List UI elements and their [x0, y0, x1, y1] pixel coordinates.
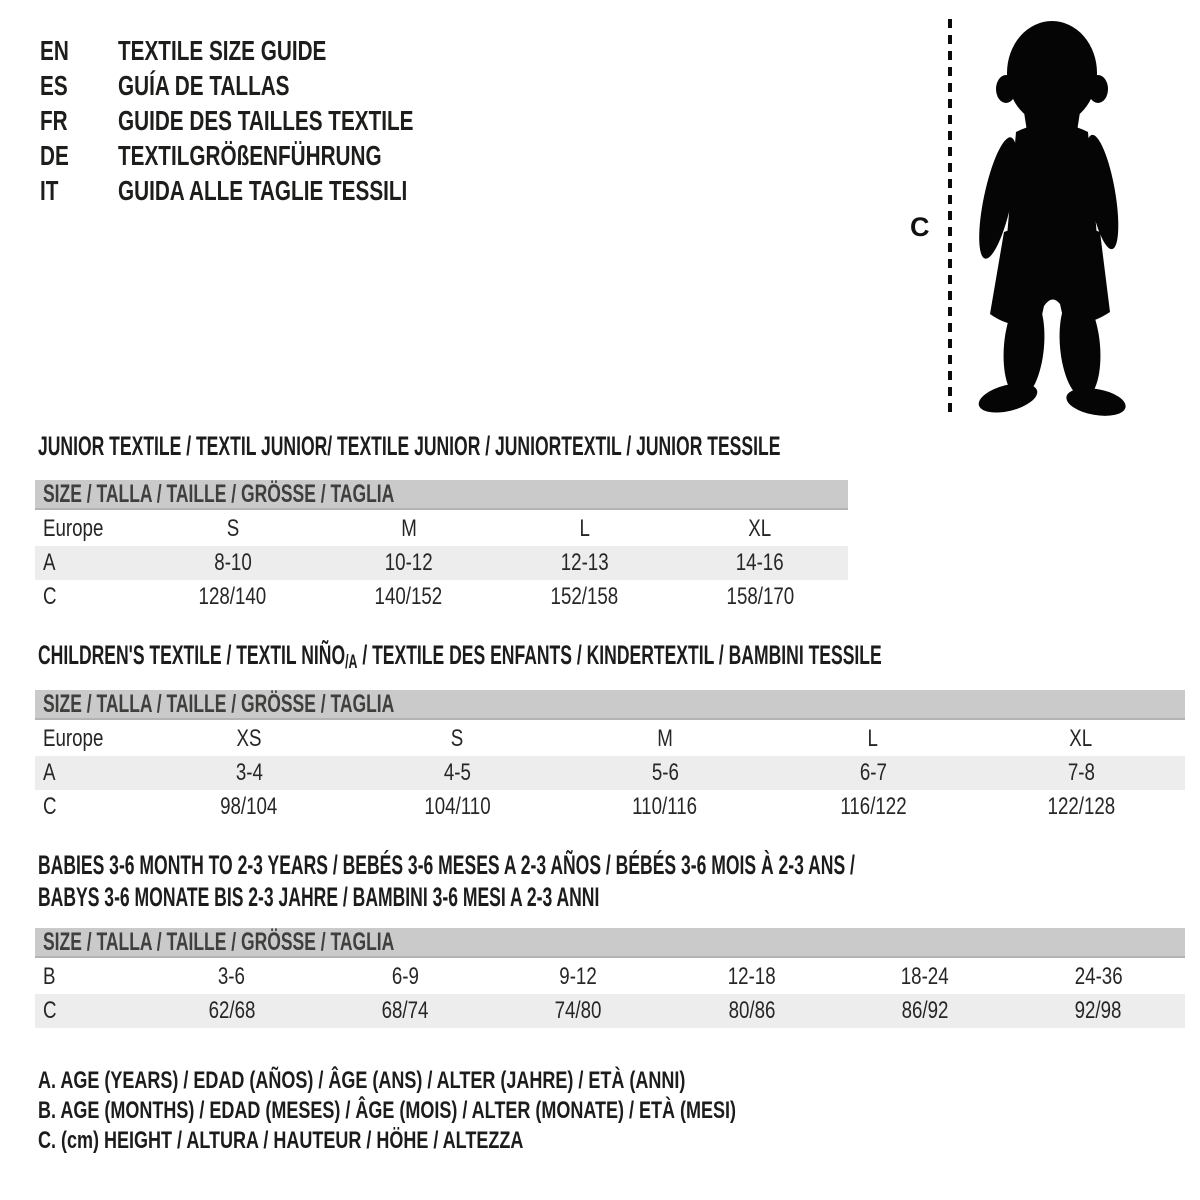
legend-line-c: C. (cm) HEIGHT / ALTURA / HAUTEUR / HÖHE / ALTEZZA	[38, 1127, 524, 1154]
language-title: TEXTILE SIZE GUIDE	[118, 34, 327, 66]
size-cell: M	[400, 515, 417, 542]
row-label: C	[43, 793, 57, 820]
table-row-age-years	[35, 756, 1185, 790]
language-title: TEXTILGRÖßENFÜHRUNG	[118, 139, 382, 171]
language-row-es	[40, 68, 517, 103]
size-cell: 5-6	[651, 759, 679, 786]
size-cell: 110/116	[632, 793, 698, 820]
size-cell: 8-10	[214, 549, 252, 576]
language-row-fr	[40, 103, 517, 138]
size-header-bar: SIZE / TALLA / TAILLE / GRÖSSE / TAGLIA	[35, 480, 848, 510]
size-cell: 12-18	[727, 963, 776, 990]
size-cell: 128/140	[199, 583, 267, 610]
toddler-silhouette-icon	[964, 16, 1134, 416]
size-cell: L	[579, 515, 590, 542]
size-cell: L	[867, 725, 879, 752]
height-measure-label: C	[910, 212, 930, 242]
size-cell: 98/104	[220, 793, 278, 820]
row-label: C	[43, 583, 57, 610]
language-list	[40, 33, 517, 208]
size-cell: 140/152	[374, 583, 443, 610]
size-cell: S	[450, 725, 464, 752]
size-cell: 68/74	[381, 997, 429, 1024]
language-row-de	[40, 138, 517, 173]
language-code: FR	[40, 104, 68, 136]
size-cell: 18-24	[901, 963, 949, 990]
row-label: A	[43, 759, 56, 786]
size-cell: XL	[748, 515, 772, 542]
language-code: ES	[40, 69, 68, 101]
children-size-table	[35, 690, 1185, 824]
size-cell: 3-6	[218, 963, 246, 990]
language-title: GUIDE DES TAILLES TEXTILE	[118, 104, 414, 136]
size-cell: 92/98	[1074, 997, 1122, 1024]
size-cell: 12-13	[560, 549, 609, 576]
language-code: EN	[40, 34, 69, 66]
size-cell: 9-12	[559, 963, 598, 990]
legend-line-b: B. AGE (MONTHS) / EDAD (MESES) / ÂGE (MOIS) / ALTER (MONATE) / ETÀ (MESI)	[38, 1097, 736, 1124]
size-cell: 104/110	[423, 793, 491, 820]
table-row-age-months	[35, 960, 1185, 994]
babies-section-heading: BABIES 3-6 MONTH TO 2-3 YEARS / BEBÉS 3-6 MESES A 2-3 AÑOS / BÉBÉS 3-6 MOIS À 2-3 ANS / BABYS 3-6 MONATE BIS 2-3 JAHRE / BAMBINI 3-6 MESI A 2-3 ANNI	[38, 850, 855, 912]
row-label: C	[43, 997, 57, 1024]
measurement-legend	[38, 1066, 969, 1156]
row-label: A	[43, 549, 56, 576]
babies-size-table	[35, 928, 1185, 1028]
junior-size-table	[35, 480, 848, 614]
language-code: IT	[40, 174, 59, 206]
row-label: Europe	[43, 515, 104, 542]
size-header-bar: SIZE / TALLA / TAILLE / GRÖSSE / TAGLIA	[35, 928, 1185, 958]
nino-a-subscript: /A	[345, 652, 358, 673]
size-cell: 122/128	[1047, 793, 1115, 820]
size-cell: 80/86	[728, 997, 776, 1024]
size-cell: 74/80	[554, 997, 602, 1024]
legend-line-a: A. AGE (YEARS) / EDAD (AÑOS) / ÂGE (ANS) / ALTER (JAHRE) / ETÀ (ANNI)	[38, 1067, 686, 1094]
size-cell: 86/92	[901, 997, 949, 1024]
size-cell: M	[657, 725, 673, 752]
table-row-height-cm	[35, 580, 848, 614]
size-cell: XL	[1069, 725, 1093, 752]
language-title: GUIDA ALLE TAGLIE TESSILI	[118, 174, 408, 206]
size-cell: 7-8	[1067, 759, 1095, 786]
row-label: Europe	[43, 725, 104, 752]
size-cell: 6-9	[391, 963, 419, 990]
table-row-height-cm	[35, 994, 1185, 1028]
language-row-it	[40, 173, 517, 208]
size-cell: 158/170	[726, 583, 794, 610]
table-row-europe	[35, 512, 848, 546]
table-row-europe	[35, 722, 1185, 756]
language-row-en	[40, 33, 517, 68]
children-section-heading: CHILDREN'S TEXTILE / TEXTIL NIÑO/A / TEXTILE DES ENFANTS / KINDERTEXTIL / BAMBINI TESSILE	[38, 640, 882, 673]
size-cell: 4-5	[443, 759, 471, 786]
language-code: DE	[40, 139, 69, 171]
size-cell: 10-12	[384, 549, 433, 576]
table-row-height-cm	[35, 790, 1185, 824]
language-title: GUÍA DE TALLAS	[118, 69, 290, 101]
size-cell: 24-36	[1074, 963, 1123, 990]
size-cell: XS	[236, 725, 262, 752]
row-label: B	[43, 963, 56, 990]
junior-section-heading: JUNIOR TEXTILE / TEXTIL JUNIOR/ TEXTILE JUNIOR / JUNIORTEXTIL / JUNIOR TESSILE	[38, 431, 781, 461]
size-cell: 6-7	[859, 759, 887, 786]
size-cell: 3-4	[235, 759, 263, 786]
size-cell: 152/158	[550, 583, 619, 610]
size-cell: 62/68	[208, 997, 256, 1024]
height-measure-dashed-line	[948, 19, 952, 415]
size-cell: 14-16	[736, 549, 785, 576]
size-cell: S	[226, 515, 240, 542]
table-row-age-years	[35, 546, 848, 580]
size-cell: 116/122	[839, 793, 907, 820]
size-header-bar: SIZE / TALLA / TAILLE / GRÖSSE / TAGLIA	[35, 690, 1185, 720]
